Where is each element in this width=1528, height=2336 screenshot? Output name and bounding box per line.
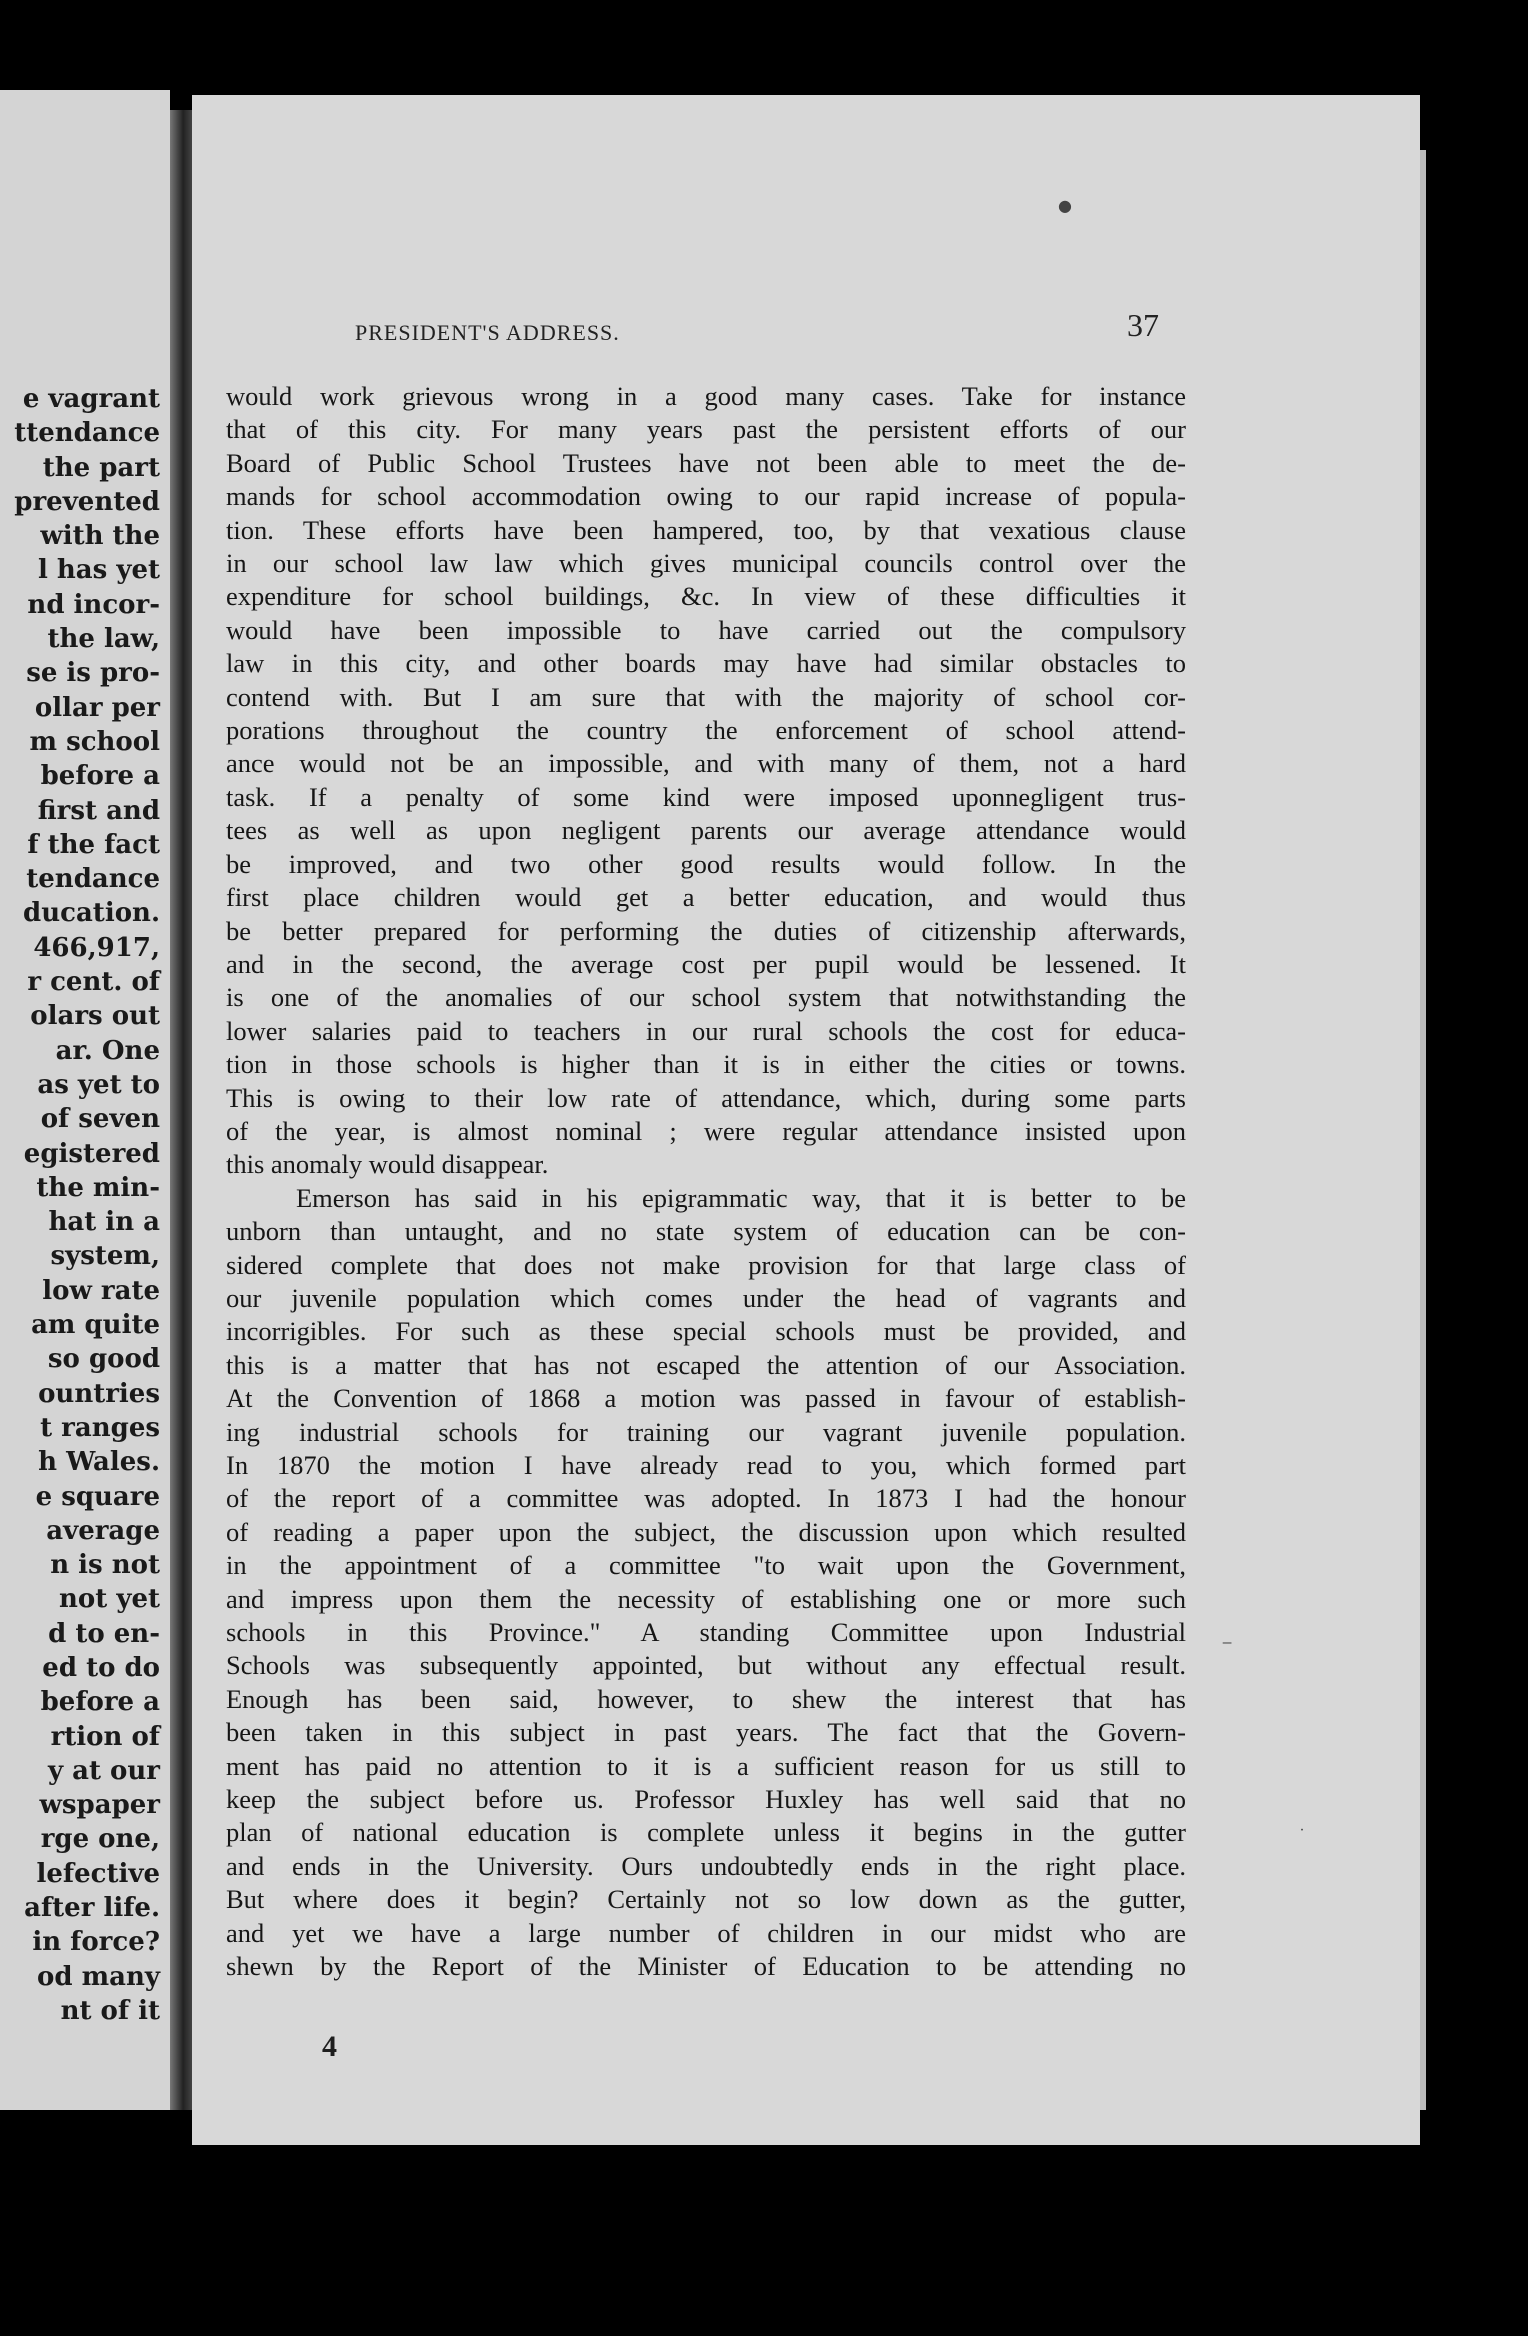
text-line: task. If a penalty of some kind were imposed uponnegligent trus- [226, 781, 1186, 812]
left-page-line: r cent. of [27, 967, 160, 998]
text-line: shewn by the Report of the Minister of Education to be attending no [226, 1951, 1186, 1982]
left-page-line: y at our [47, 1755, 160, 1786]
text-line: been taken in this subject in past years. The fact that the Govern- [226, 1717, 1186, 1748]
text-line: our juvenile population which comes under the head of vagrants and [226, 1282, 1186, 1313]
left-page-line: after life. [24, 1893, 160, 1924]
left-page-line: the law, [47, 624, 160, 655]
left-page-line: with the [40, 521, 160, 552]
left-page-line: nd incor- [27, 589, 160, 620]
ink-speck: ‒ [1222, 1632, 1233, 1651]
left-page-line: e vagrant [22, 384, 160, 414]
left-page-line: od many [37, 1961, 160, 1992]
text-line: In 1870 the motion I have already read to you, which formed part [226, 1450, 1186, 1480]
left-page [0, 90, 170, 2110]
left-page-line: before a [40, 761, 160, 792]
left-page-line: the part [42, 452, 160, 483]
text-line: ment has paid no attention to it is a sufficient reason for us still to [226, 1750, 1186, 1781]
left-page-line: so good [47, 1344, 160, 1375]
left-page-line: rtion of [50, 1721, 160, 1752]
page-number: 37 [1127, 307, 1159, 343]
text-line: be improved, and two other good results would follow. In the [226, 848, 1186, 879]
left-page-line: not yet [59, 1584, 160, 1615]
left-page-line: ducation. [23, 898, 160, 929]
left-page-line: ttendance [14, 418, 160, 449]
left-page-line: se is pro- [26, 658, 160, 689]
left-page-line: h Wales. [38, 1447, 160, 1478]
text-line: This is owing to their low rate of attendance, which, during some parts [226, 1082, 1186, 1113]
text-line: would work grievous wrong in a good many cases. Take for instance [226, 381, 1186, 411]
left-page-line: olars out [30, 1001, 160, 1032]
text-line: Board of Public School Trustees have not been able to meet the de- [226, 447, 1186, 478]
left-page-line: system, [50, 1241, 160, 1272]
text-line: keep the subject before us. Professor Huxley has well said that no [226, 1784, 1186, 1815]
left-page-line: of seven [40, 1104, 160, 1135]
left-page-line: hat in a [48, 1207, 160, 1238]
text-line: that of this city. For many years past the persistent efforts of our [226, 414, 1186, 445]
text-line: tion in those schools is higher than it is in either the cities or towns. [226, 1049, 1186, 1080]
text-line: schools in this Province." A standing Committee upon Industrial [226, 1617, 1186, 1648]
left-page-line: low rate [42, 1275, 160, 1306]
left-page-line: 466,917, [33, 932, 160, 963]
text-line: in our school law law which gives municipal councils control over the [226, 548, 1186, 579]
text-line: first place children would get a better education, and would thus [226, 882, 1186, 913]
text-line: unborn than untaught, and no state system of education can be con- [226, 1216, 1186, 1247]
text-line: and ends in the University. Ours undoubtedly ends in the right place. [226, 1850, 1186, 1881]
left-page-line: d to en- [48, 1618, 160, 1649]
text-line: tion. These efforts have been hampered, too, by that vexatious clause [226, 514, 1186, 545]
left-page-line: am quite [31, 1310, 160, 1341]
left-page-line: the min- [36, 1172, 160, 1203]
left-page-line: f the fact [27, 829, 160, 860]
left-page-line: average [46, 1515, 160, 1546]
running-head: PRESIDENT'S ADDRESS. [355, 320, 620, 345]
text-line: this is a matter that has not escaped the attention of our Association. [226, 1349, 1186, 1380]
text-line: is one of the anomalies of our school system that notwithstanding the [226, 982, 1186, 1013]
left-page-line: ollar per [34, 692, 160, 723]
left-page-text [14, 382, 160, 2028]
text-line: Enough has been said, however, to shew the interest that has [226, 1683, 1186, 1714]
text-line: and impress upon them the necessity of establishing one or more such [226, 1583, 1186, 1614]
body-text [226, 380, 1186, 1984]
left-page-line: t ranges [40, 1412, 160, 1443]
text-line: plan of national education is complete unless it begins in the gutter [226, 1817, 1186, 1848]
book-gutter [170, 110, 192, 2110]
text-line: and in the second, the average cost per pupil would be lessened. It [226, 948, 1186, 979]
page-edge [1420, 150, 1426, 2110]
left-page-line: prevented [14, 486, 160, 517]
ink-speck: ● [1058, 196, 1072, 215]
text-line: But where does it begin? Certainly not so low down as the gutter, [226, 1884, 1186, 1915]
text-line: lower salaries paid to teachers in our rural schools the cost for educa- [226, 1015, 1186, 1046]
left-page-line: nt of it [60, 1995, 160, 2026]
text-line: Emerson has said in his epigrammatic way, that it is better to be [296, 1182, 1186, 1213]
text-line: this anomaly would disappear. [226, 1149, 549, 1180]
text-line: ance would not be an impossible, and with many of them, not a hard [226, 748, 1186, 779]
left-page-line: ountries [38, 1378, 160, 1409]
text-line: Schools was subsequently appointed, but without any effectual result. [226, 1650, 1186, 1681]
text-line: of the year, is almost nominal ; were regular attendance insisted upon [226, 1115, 1186, 1146]
text-line: porations throughout the country the enforcement of school attend- [226, 715, 1186, 746]
text-line: would have been impossible to have carried out the compulsory [226, 614, 1186, 645]
text-line: of the report of a committee was adopted. In 1873 I had the honour [226, 1483, 1186, 1514]
left-page-line: wspaper [39, 1790, 160, 1821]
text-line: contend with. But I am sure that with the majority of school cor- [226, 681, 1186, 712]
text-line: be better prepared for performing the duties of citizenship afterwards, [226, 915, 1186, 946]
text-line: tees as well as upon negligent parents our average attendance would [226, 815, 1186, 846]
left-page-line: egistered [23, 1138, 160, 1169]
text-line: ing industrial schools for training our vagrant juvenile population. [226, 1416, 1186, 1447]
left-page-line: l has yet [37, 555, 160, 586]
text-line: of reading a paper upon the subject, the discussion upon which resulted [226, 1516, 1186, 1547]
left-page-line: lefective [36, 1858, 160, 1889]
text-line: sidered complete that does not make provision for that large class of [226, 1249, 1186, 1280]
left-page-line: ed to do [42, 1652, 160, 1683]
left-page-line: m school [29, 726, 160, 757]
left-page-line: tendance [26, 864, 160, 895]
signature-mark: 4 [322, 2030, 337, 2063]
left-page-line: rge one, [40, 1824, 160, 1855]
text-line: in the appointment of a committee "to wait upon the Government, [226, 1550, 1186, 1581]
left-page-line: e square [35, 1481, 160, 1512]
left-page-line: n is not [50, 1550, 160, 1581]
ink-speck: ˙ [1298, 1826, 1306, 1845]
text-line: and yet we have a large number of children in our midst who are [226, 1917, 1186, 1948]
left-page-line: ar. One [55, 1035, 160, 1066]
text-line: expenditure for school buildings, &c. In view of these difficulties it [226, 581, 1186, 612]
left-page-line: before a [40, 1687, 160, 1718]
left-page-line: first and [37, 795, 160, 826]
text-line: incorrigibles. For such as these special schools must be provided, and [226, 1316, 1186, 1347]
left-page-line: as yet to [37, 1069, 160, 1100]
text-line: At the Convention of 1868 a motion was passed in favour of establish- [226, 1383, 1186, 1414]
left-page-line: in force? [32, 1927, 160, 1958]
text-line: law in this city, and other boards may have had similar obstacles to [226, 648, 1186, 679]
text-line: mands for school accommodation owing to our rapid increase of popula- [226, 481, 1186, 512]
